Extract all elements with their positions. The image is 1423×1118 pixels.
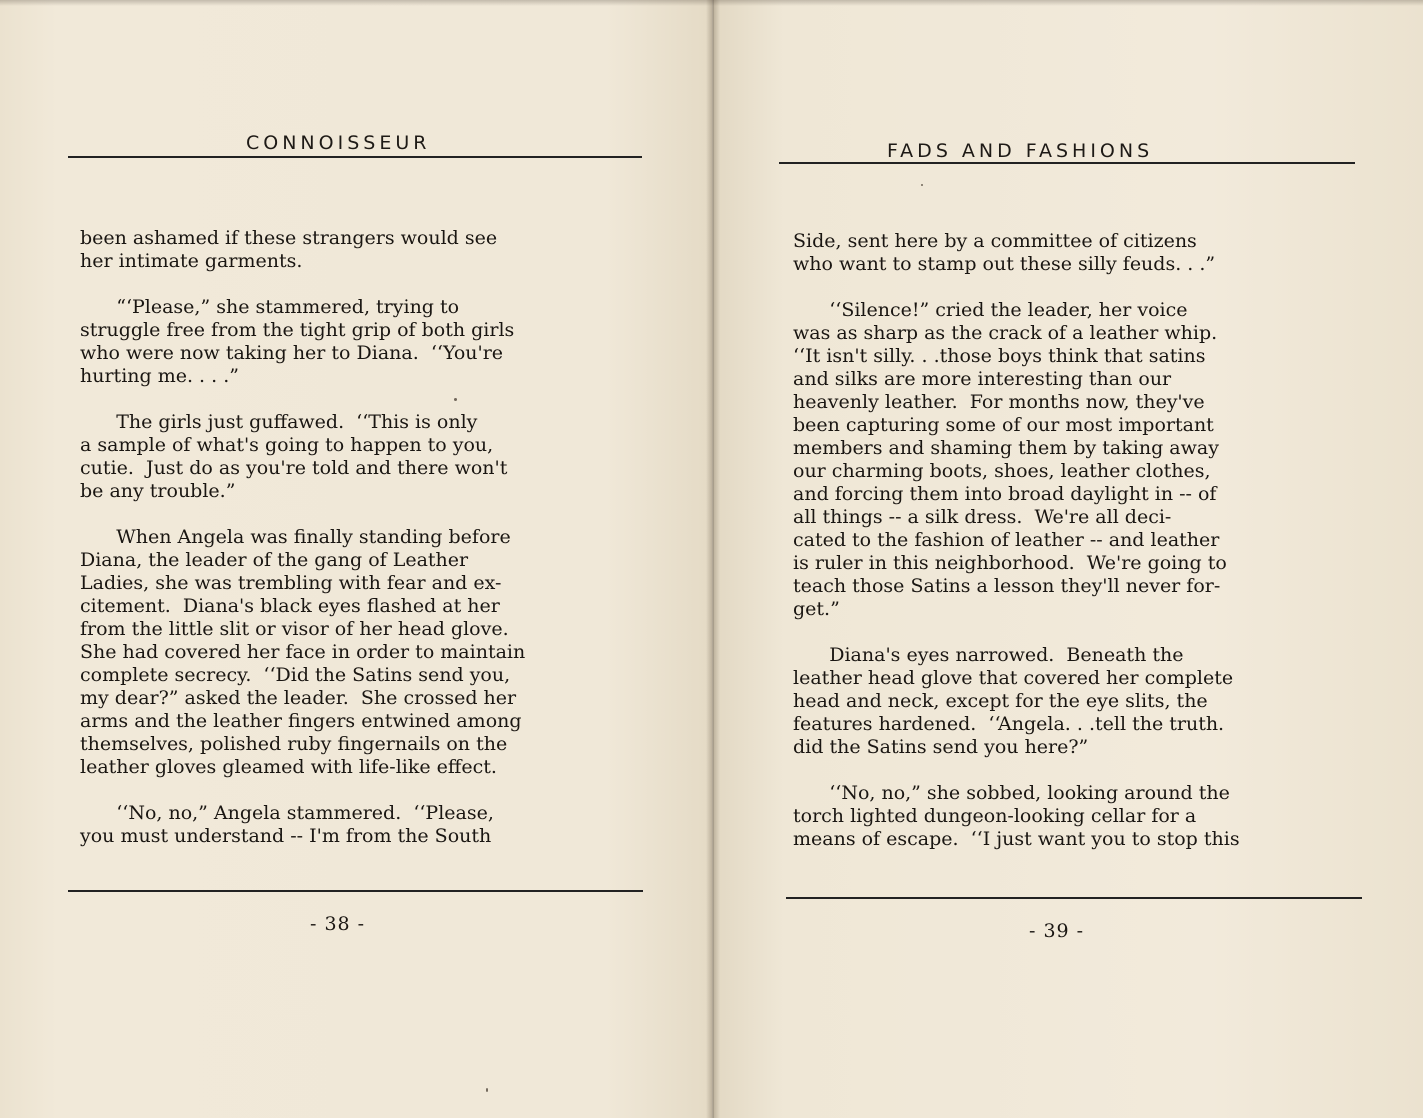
text-line: leather gloves gleamed with life-like effect. — [80, 756, 497, 778]
text-line: heavenly leather. For months now, they've — [793, 391, 1205, 413]
text-line: be any trouble.” — [80, 480, 236, 502]
right-page — [713, 0, 1423, 1118]
text-line: get.” — [793, 598, 840, 620]
page-top-shadow — [0, 0, 1423, 6]
text-line: been ashamed if these strangers would see — [80, 227, 498, 249]
text-line: all things -- a silk dress. We're all deci- — [793, 506, 1172, 528]
paper-speck — [454, 398, 457, 401]
paper-speck — [921, 184, 923, 186]
text-line: was as sharp as the crack of a leather whip. — [793, 322, 1218, 344]
text-line: citement. Diana's black eyes flashed at her — [80, 595, 500, 617]
text-line: ‘‘No, no,” Angela stammered. ‘‘Please, — [80, 802, 494, 824]
paper-speck — [486, 1088, 488, 1092]
text-line: struggle free from the tight grip of both girls — [80, 319, 515, 341]
text-line: When Angela was finally standing before — [80, 526, 511, 548]
right-page-text — [793, 230, 1240, 851]
text-line: She had covered her face in order to maintain — [80, 641, 526, 663]
text-line: themselves, polished ruby fingernails on the — [80, 733, 508, 755]
text-line: is ruler in this neighborhood. We're going to — [793, 552, 1227, 574]
text-line: from the little slit or visor of her head glove. — [80, 618, 509, 640]
text-line: members and shaming them by taking away — [793, 437, 1219, 459]
text-line: ‘‘No, no,” she sobbed, looking around the — [793, 782, 1230, 804]
text-line: who were now taking her to Diana. ‘‘You're — [80, 342, 504, 364]
text-line: our charming boots, shoes, leather clothes, — [793, 460, 1211, 482]
text-line: who want to stamp out these silly feuds. . .” — [793, 253, 1216, 275]
text-line: a sample of what's going to happen to you, — [80, 434, 494, 456]
text-line: hurting me. . . .” — [80, 365, 239, 387]
right-header-rule — [779, 162, 1355, 164]
text-line: cutie. Just do as you're told and there won't — [80, 457, 508, 479]
text-line: means of escape. ‘‘I just want you to stop this — [793, 828, 1240, 850]
text-line: my dear?” asked the leader. She crossed her — [80, 687, 517, 709]
text-line: ‘‘Silence!” cried the leader, her voice — [793, 299, 1188, 321]
text-line: her intimate garments. — [80, 250, 303, 272]
left-page-text — [80, 227, 525, 848]
text-line: The girls just guffawed. ‘‘This is only — [80, 411, 478, 433]
text-line: features hardened. ‘‘Angela. . .tell the truth. — [793, 713, 1225, 735]
text-line: did the Satins send you here?” — [793, 736, 1089, 758]
text-line: torch lighted dungeon-looking cellar for a — [793, 805, 1197, 827]
text-line: Side, sent here by a committee of citizens — [793, 230, 1197, 252]
text-line: ‘‘It isn't silly. . .those boys think that satins — [793, 345, 1206, 367]
text-line: leather head glove that covered her complete — [793, 667, 1234, 689]
left-header-rule — [68, 156, 642, 158]
left-page-number: - 38 - — [310, 913, 366, 935]
right-page-number: - 39 - — [1029, 920, 1085, 942]
right-footer-rule — [786, 897, 1362, 899]
text-line: Diana's eyes narrowed. Beneath the — [793, 644, 1184, 666]
text-line: Ladies, she was trembling with fear and ex- — [80, 572, 502, 594]
text-line: teach those Satins a lesson they'll never for- — [793, 575, 1221, 597]
left-footer-rule — [68, 890, 643, 892]
left-running-head: CONNOISSEUR — [246, 132, 431, 154]
text-line: cated to the fashion of leather -- and leather — [793, 529, 1220, 551]
text-line: you must understand -- I'm from the South — [80, 825, 492, 847]
text-line: head and neck, except for the eye slits, the — [793, 690, 1208, 712]
text-line: arms and the leather fingers entwined among — [80, 710, 522, 732]
book-gutter — [706, 0, 720, 1118]
text-line: complete secrecy. ‘‘Did the Satins send you, — [80, 664, 511, 686]
text-line: been capturing some of our most important — [793, 414, 1214, 436]
text-line: and forcing them into broad daylight in -- of — [793, 483, 1217, 505]
text-line: and silks are more interesting than our — [793, 368, 1172, 390]
right-running-head: FADS AND FASHIONS — [887, 140, 1154, 162]
text-line: Diana, the leader of the gang of Leather — [80, 549, 469, 571]
text-line: “‘Please,” she stammered, trying to — [80, 296, 460, 318]
